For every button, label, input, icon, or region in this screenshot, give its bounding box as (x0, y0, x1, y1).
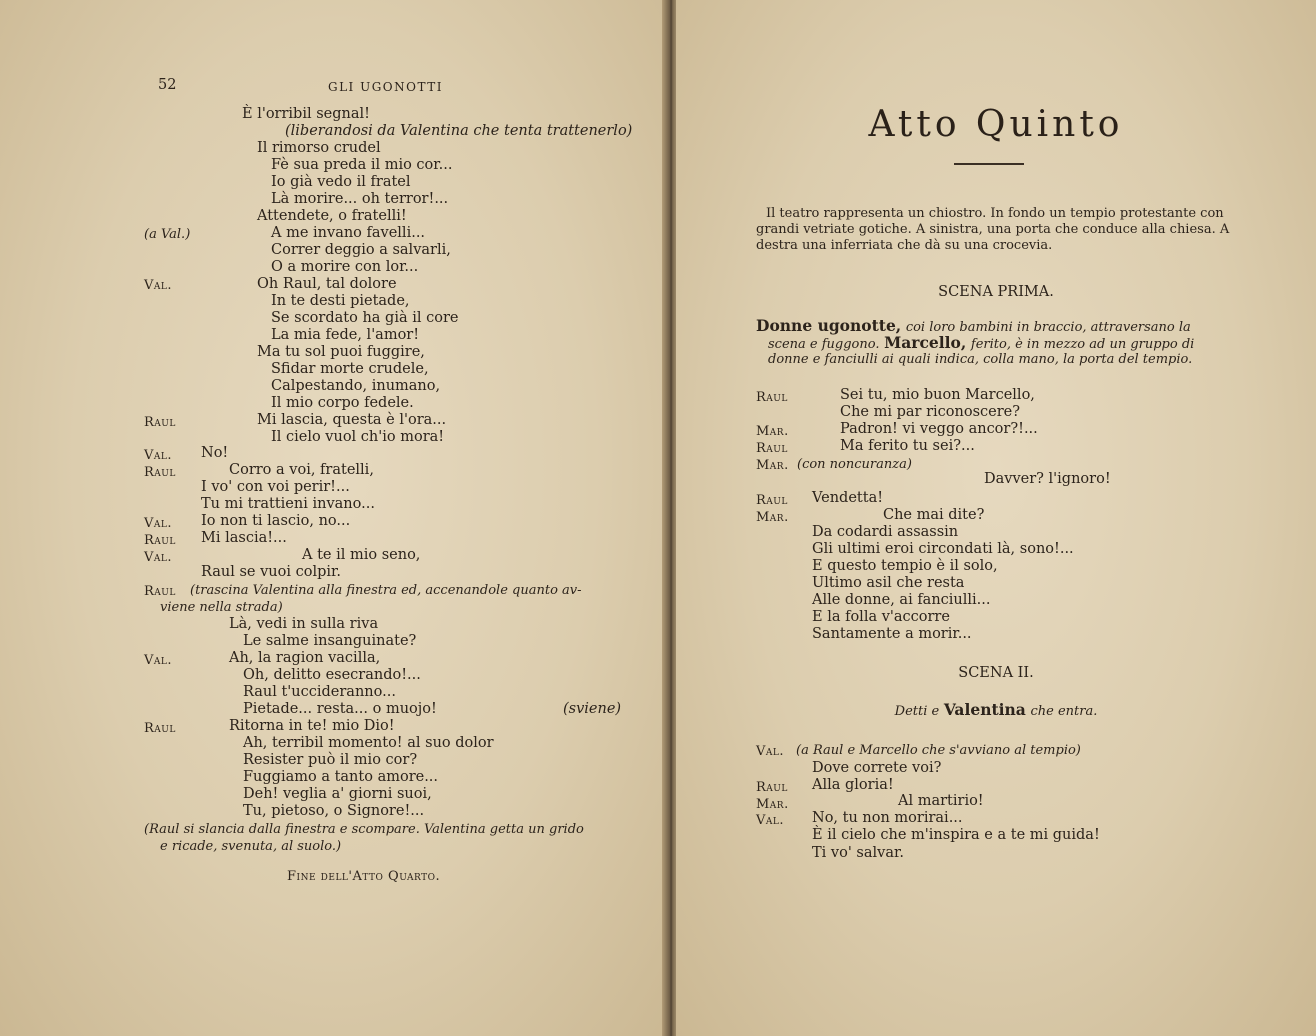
stage-direction: (con noncuranza) (797, 457, 912, 472)
verse-line: Raul t'uccideranno... (243, 684, 396, 700)
verse-line: Ti vo' salvar. (812, 845, 904, 861)
verse-line: Tu mi trattieni invano... (201, 496, 375, 512)
verse-line: Le salme insanguinate? (243, 633, 417, 649)
verse-line: Attendete, o fratelli! (257, 208, 407, 224)
act-end-note: Fine dell'Atto Quarto. (287, 869, 441, 884)
verse-line: In te desti pietade, (271, 293, 410, 309)
verse-line: Il cielo vuol ch'io mora! (271, 429, 445, 445)
verse-line: Il rimorso crudel (257, 140, 381, 156)
speaker: Val. (756, 813, 784, 828)
title-rule (954, 163, 1024, 165)
verse-line: Ritorna in te! mio Dio! (229, 718, 395, 734)
verse-line: Davver? l'ignoro! (984, 471, 1111, 487)
speaker: Val. (756, 744, 784, 759)
speaker: Val. (144, 653, 172, 668)
setting-description: Il teatro rappresenta un chiostro. In fondo un tempio protestante con (766, 206, 1224, 221)
verse-line: Ma tu sol puoi fuggire, (257, 344, 425, 360)
verse-line: Tu, pietoso, o Signore!... (243, 803, 425, 819)
speaker-note: (a Val.) (144, 227, 191, 242)
verse-line: Se scordato ha già il core (271, 310, 459, 326)
stage-direction (676, 700, 1316, 719)
stage-text: coi loro bambini in braccio, attraversano la (905, 320, 1191, 335)
character-name: Donne ugonotte, (756, 316, 902, 335)
verse-line: Io non ti lascio, no... (201, 513, 351, 529)
speaker: Raul (756, 390, 788, 405)
verse-line: Alla gloria! (812, 777, 894, 793)
running-head: GLI UGONOTTI (328, 80, 443, 94)
stage-direction: donne e fanciulli ai quali indica, colla mano, la porta del tempio. (768, 352, 1193, 367)
verse-line: E questo tempio è il solo, (812, 558, 998, 574)
stage-direction: (liberandosi da Valentina che tenta trattenerlo) (285, 123, 633, 139)
verse-line: No, tu non morirai... (812, 810, 963, 826)
verse-line: Là, vedi in sulla riva (229, 616, 379, 632)
speaker: Raul (144, 584, 176, 599)
stage-text: che entra. (1030, 704, 1098, 719)
verse-line: Sfidar morte crudele, (271, 361, 429, 377)
setting-description: destra una inferriata che dà su una crocevia. (756, 238, 1053, 253)
verse-line: Mi lascia, questa è l'ora... (257, 412, 447, 428)
verse-line: La mia fede, l'amor! (271, 327, 420, 343)
stage-direction: (a Raul e Marcello che s'avviano al tempio) (796, 743, 1081, 758)
setting-description: grandi vetriate gotiche. A sinistra, una porta che conduce alla chiesa. A (756, 222, 1230, 237)
verse-line: O a morire con lor... (271, 259, 419, 275)
speaker: Val. (144, 550, 172, 565)
speaker: Mar. (756, 510, 789, 525)
verse-line: Al martirio! (898, 793, 984, 809)
verse-line: È l'orribil segnal! (242, 106, 370, 122)
verse-line: Correr deggio a salvarli, (271, 242, 451, 258)
speaker: Mar. (756, 797, 789, 812)
verse-line: Che mai dite? (883, 507, 985, 523)
right-page (676, 0, 1316, 1036)
verse-line: Là morire... oh terror!... (271, 191, 449, 207)
verse-line: Il mio corpo fedele. (271, 395, 414, 411)
character-name: Valentina (943, 700, 1026, 719)
verse-line: Calpestando, inumano, (271, 378, 441, 394)
speaker: Raul (144, 415, 176, 430)
speaker: Val. (144, 516, 172, 531)
verse-line: Pietade... resta... o muojo! (243, 701, 437, 717)
speaker: Raul (756, 780, 788, 795)
verse-line: Da codardi assassin (812, 524, 959, 540)
verse-line: Ma ferito tu sei?... (840, 438, 975, 454)
verse-line: I vo' con voi perir!... (201, 479, 350, 495)
speaker: Raul (756, 441, 788, 456)
speaker: Raul (144, 533, 176, 548)
verse-line: È il cielo che m'inspira e a te mi guida! (812, 827, 1100, 843)
verse-line: Resister può il mio cor? (243, 752, 418, 768)
speaker: Val. (144, 278, 172, 293)
page-number: 52 (158, 77, 177, 93)
verse-line: Che mi par riconoscere? (840, 404, 1021, 420)
verse-line: Fè sua preda il mio cor... (271, 157, 453, 173)
verse-line: Gli ultimi eroi circondati là, sono!... (812, 541, 1074, 557)
verse-line: Vendetta! (812, 490, 884, 506)
verse-line: Santamente a morir... (812, 626, 972, 642)
stage-direction: (sviene) (563, 701, 622, 717)
speaker: Mar. (756, 424, 789, 439)
stage-direction: (Raul si slancia dalla finestra e scompare. Valentina getta un grido (144, 822, 584, 837)
stage-text: Detti e (894, 704, 940, 719)
verse-line: Ah, la ragion vacilla, (229, 650, 381, 666)
stage-text: scena e fuggono. (768, 337, 880, 352)
verse-line: Sei tu, mio buon Marcello, (840, 387, 1035, 403)
stage-text: ferito, è in mezzo ad un gruppo di (970, 337, 1195, 352)
verse-line: Oh, delitto esecrando!... (243, 667, 421, 683)
speaker: Mar. (756, 458, 789, 473)
stage-direction: (trascina Valentina alla finestra ed, accenandole quanto av- (190, 583, 582, 598)
verse-line: Fuggiamo a tanto amore... (243, 769, 439, 785)
verse-line: Dove correte voi? (812, 760, 942, 776)
stage-direction: e ricade, svenuta, al suolo.) (160, 839, 342, 854)
verse-line: Ah, terribil momento! al suo dolor (243, 735, 494, 751)
speaker: Raul (144, 721, 176, 736)
scene-heading: SCENA PRIMA. (938, 284, 1054, 300)
verse-line: No! (201, 445, 229, 461)
verse-line: A te il mio seno, (302, 547, 421, 563)
verse-line: Ultimo asil che resta (812, 575, 965, 591)
verse-line: Corro a voi, fratelli, (229, 462, 374, 478)
scene-heading: SCENA II. (958, 665, 1034, 681)
speaker: Val. (144, 448, 172, 463)
verse-line: Deh! veglia a' giorni suoi, (243, 786, 432, 802)
verse-line: Oh Raul, tal dolore (257, 276, 397, 292)
stage-direction: viene nella strada) (160, 600, 283, 615)
speaker: Raul (756, 493, 788, 508)
character-name: Marcello, (884, 333, 967, 352)
verse-line: E la folla v'accorre (812, 609, 950, 625)
verse-line: A me invano favelli... (271, 225, 426, 241)
verse-line: Padron! vi veggo ancor?!... (840, 421, 1038, 437)
verse-line: Alle donne, ai fanciulli... (812, 592, 991, 608)
speaker: Raul (144, 465, 176, 480)
act-title: Atto Quinto (868, 104, 1124, 145)
verse-line: Raul se vuoi colpir. (201, 564, 341, 580)
verse-line: Mi lascia!... (201, 530, 287, 546)
verse-line: Io già vedo il fratel (271, 174, 411, 190)
